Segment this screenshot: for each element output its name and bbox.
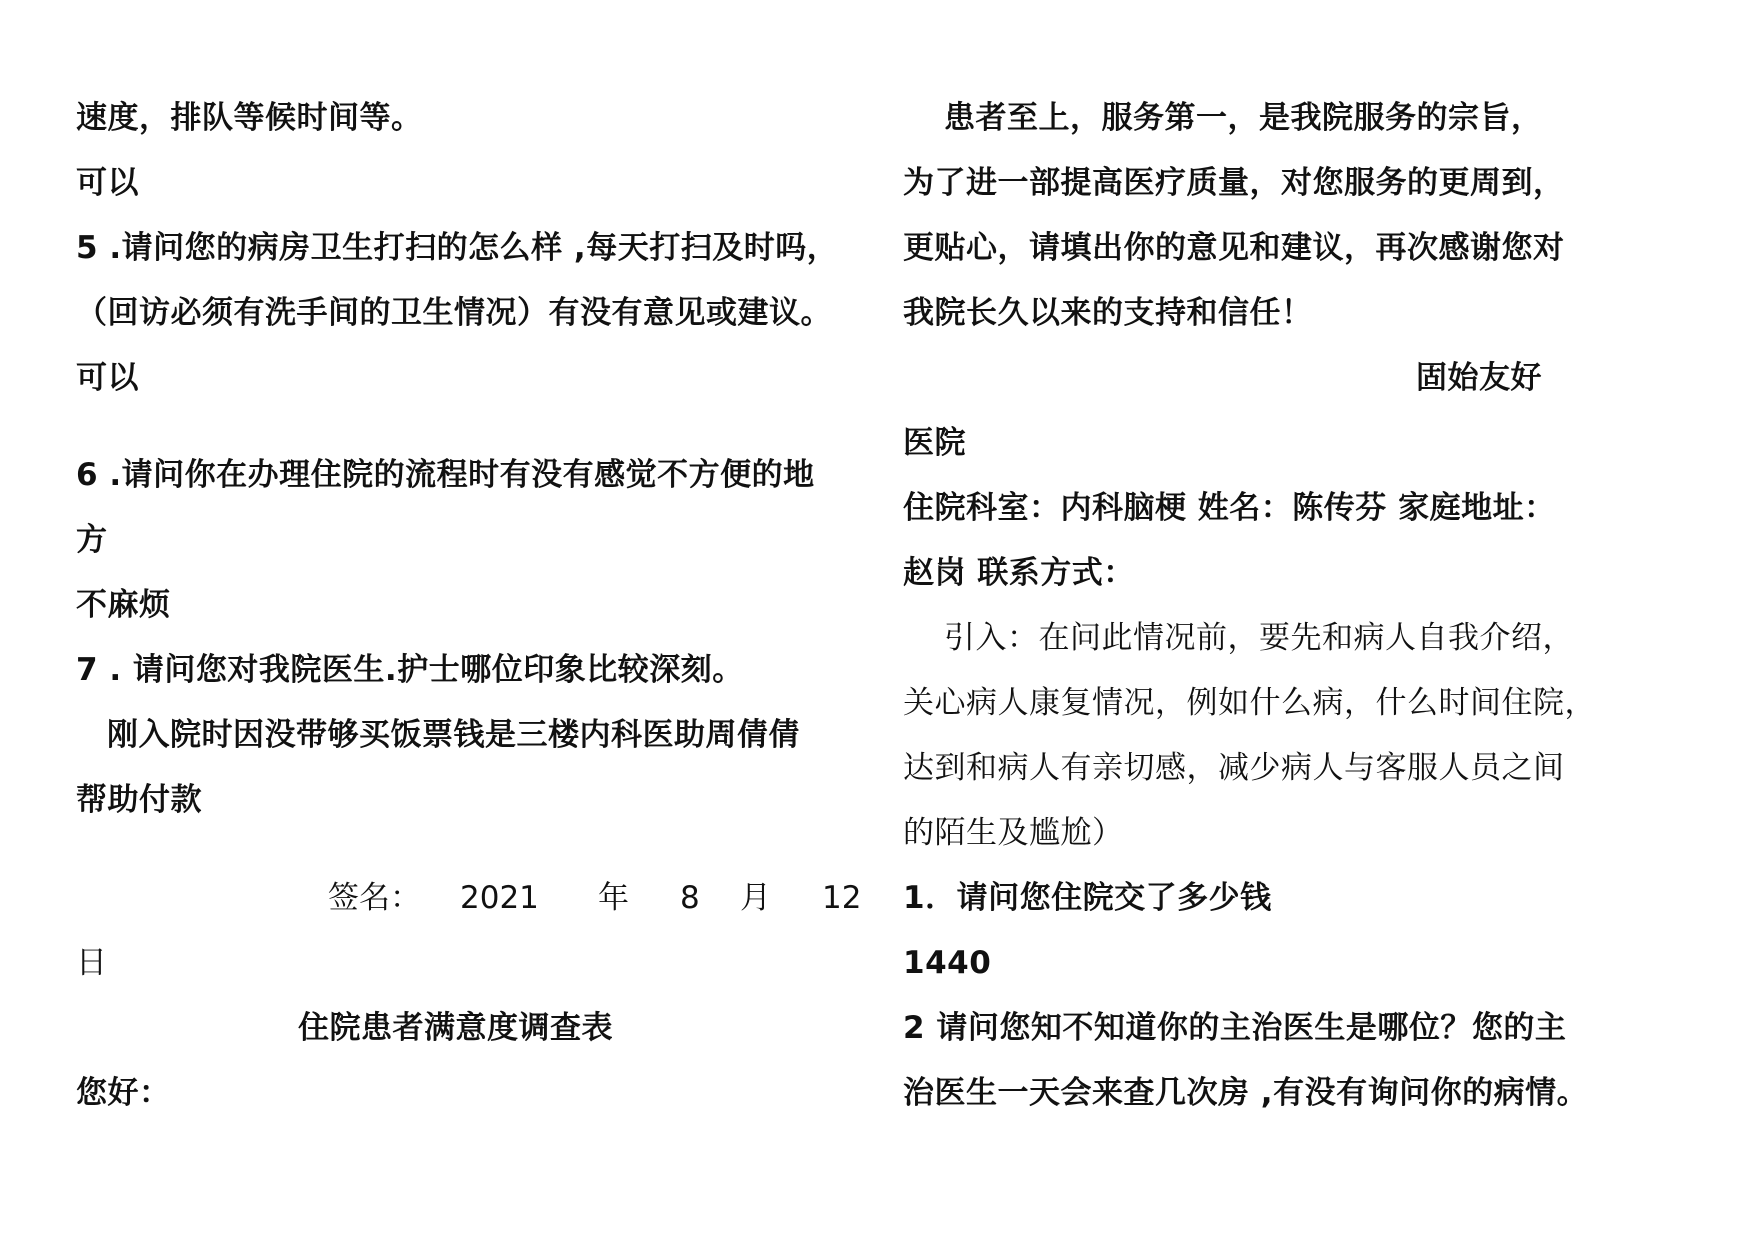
answer-text: 可以 <box>76 165 139 201</box>
answer-text: 可以 <box>76 360 139 396</box>
intro-text: 我院长久以来的支持和信任！ <box>903 295 1313 331</box>
signature-month: 8 <box>680 880 700 916</box>
instruction-text: 关心病人康复情况，例如什么病，什么时间住院， <box>903 685 1596 721</box>
question-6-continued: 方 <box>76 522 108 558</box>
signature-day-unit: 日 <box>76 945 108 981</box>
answer-text-continued: 帮助付款 <box>76 782 202 818</box>
form-title: 住院患者满意度调查表 <box>298 1010 613 1046</box>
signature-day: 12 <box>822 880 862 916</box>
intro-text: 为了进一部提高医疗质量，对您服务的更周到， <box>903 165 1565 201</box>
answer-text: 1440 <box>903 945 992 981</box>
intro-text: 更贴心，请填出你的意见和建议，再次感谢您对 <box>903 230 1565 266</box>
intro-text: 患者至上，服务第一，是我院服务的宗旨， <box>944 100 1543 136</box>
question-2: 2 请问您知不知道你的主治医生是哪位？您的主 <box>903 1010 1567 1046</box>
signature-month-unit: 月 <box>740 880 771 916</box>
signature-year-unit: 年 <box>598 880 629 916</box>
instruction-text: 引入：在问此情况前，要先和病人自我介绍， <box>944 620 1574 656</box>
hospital-name: 固始友好 <box>1416 360 1542 396</box>
signature-year: 2021 <box>460 880 539 916</box>
patient-info-continued: 赵岗 联系方式： <box>903 555 1135 591</box>
patient-info: 住院科室：内科脑梗 姓名：陈传芬 家庭地址： <box>903 490 1556 526</box>
question-5: 5 .请问您的病房卫生打扫的怎么样 ,每天打扫及时吗， <box>76 230 839 266</box>
question-6: 6 .请问你在办理住院的流程时有没有感觉不方便的地 <box>76 457 815 493</box>
hospital-name-continued: 医院 <box>903 425 966 461</box>
signature-label: 签名： <box>328 880 421 916</box>
question-7: 7 . 请问您对我院医生.护士哪位印象比较深刻。 <box>76 652 744 688</box>
answer-text: 不麻烦 <box>76 587 171 623</box>
text-line: 速度，排队等候时间等。 <box>76 100 423 136</box>
question-1: 1．请问您住院交了多少钱 <box>903 880 1272 916</box>
question-2-continued: 治医生一天会来查几次房 ,有没有询问你的病情。 <box>903 1075 1589 1111</box>
answer-text: 刚入院时因没带够买饭票钱是三楼内科医助周倩倩 <box>107 717 800 753</box>
question-5-continued: （回访必须有洗手间的卫生情况）有没有意见或建议。 <box>76 295 832 331</box>
instruction-text: 的陌生及尴尬） <box>903 815 1124 851</box>
greeting: 您好： <box>76 1075 171 1111</box>
instruction-text: 达到和病人有亲切感，减少病人与客服人员之间 <box>903 750 1565 786</box>
